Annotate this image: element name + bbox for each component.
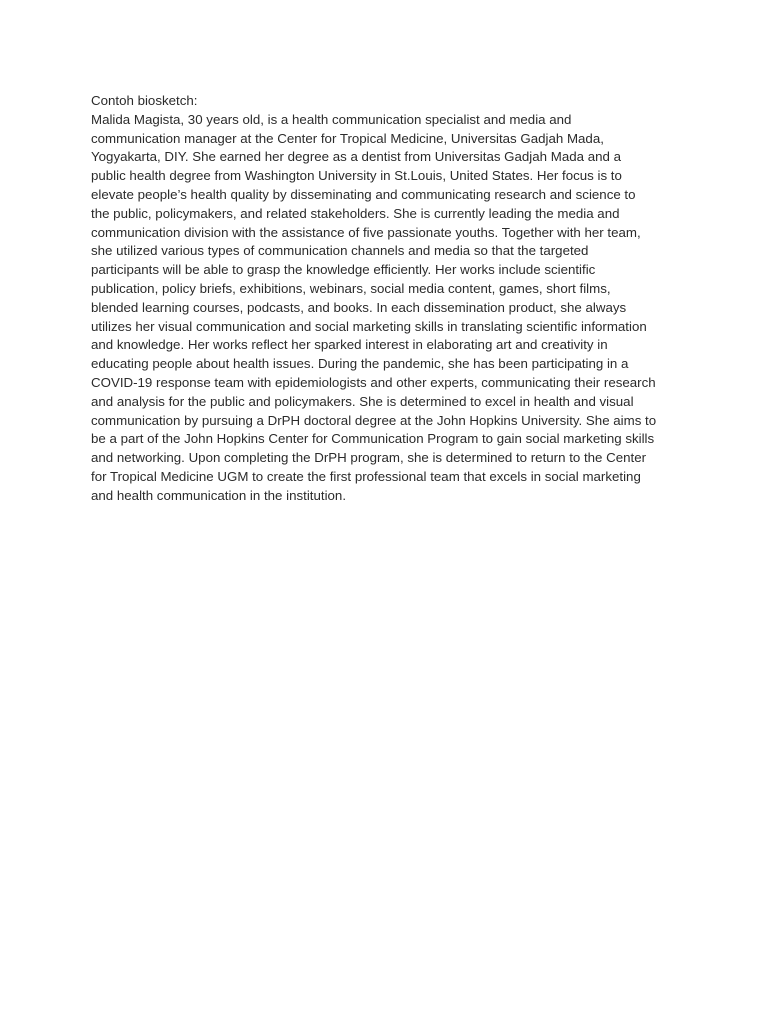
paragraph-line: elevate people’s health quality by disseminating and communicating research and science to	[91, 186, 636, 202]
document-heading: Contoh biosketch:	[91, 93, 198, 108]
paragraph-line: and networking. Upon completing the DrPH program, she is determined to return to the Center	[91, 450, 647, 466]
paragraph-line: Yogyakarta, DIY. She earned her degree as a dentist from Universitas Gadjah Mada and a	[91, 149, 621, 165]
paragraph-line: COVID-19 response team with epidemiologists and other experts, communicating their research	[91, 374, 656, 390]
paragraph-line: communication division with the assistance of five passionate youths. Together with her team,	[91, 224, 641, 240]
paragraph-line: be a part of the John Hopkins Center for Communication Program to gain social marketing skills	[91, 431, 655, 447]
paragraph-line: she utilized various types of communication channels and media so that the targeted	[91, 243, 589, 259]
paragraph-line: communication by pursuing a DrPH doctoral degree at the John Hopkins University. She aims to	[91, 412, 657, 428]
paragraph-line: participants will be able to grasp the knowledge efficiently. Her works include scientific	[91, 262, 596, 278]
paragraph-line: and knowledge. Her works reflect her sparked interest in elaborating art and creativity in	[91, 337, 608, 353]
paragraph-line: public health degree from Washington University in St.Louis, United States. Her focus is to	[91, 168, 622, 184]
paragraph-line: the public, policymakers, and related stakeholders. She is currently leading the media and	[91, 205, 620, 221]
paragraph-line: educating people about health issues. During the pandemic, she has been participating in a	[91, 356, 629, 372]
paragraph-line: Malida Magista, 30 years old, is a health communication specialist and media and	[91, 111, 572, 127]
paragraph-line: publication, policy briefs, exhibitions, webinars, social media content, games, short films,	[91, 280, 611, 296]
paragraph-line: and health communication in the institution.	[91, 487, 347, 503]
paragraph-line: blended learning courses, podcasts, and books. In each dissemination product, she always	[91, 299, 627, 315]
paragraph-line: utilizes her visual communication and social marketing skills in translating scientific information	[91, 318, 647, 334]
paragraph-line: and analysis for the public and policymakers. She is determined to excel in health and visual	[91, 393, 634, 409]
biosketch-text-block	[91, 92, 691, 506]
paragraph-line: for Tropical Medicine UGM to create the first professional team that excels in social marketing	[91, 468, 641, 484]
paragraph-line: communication manager at the Center for Tropical Medicine, Universitas Gadjah Mada,	[91, 130, 604, 146]
